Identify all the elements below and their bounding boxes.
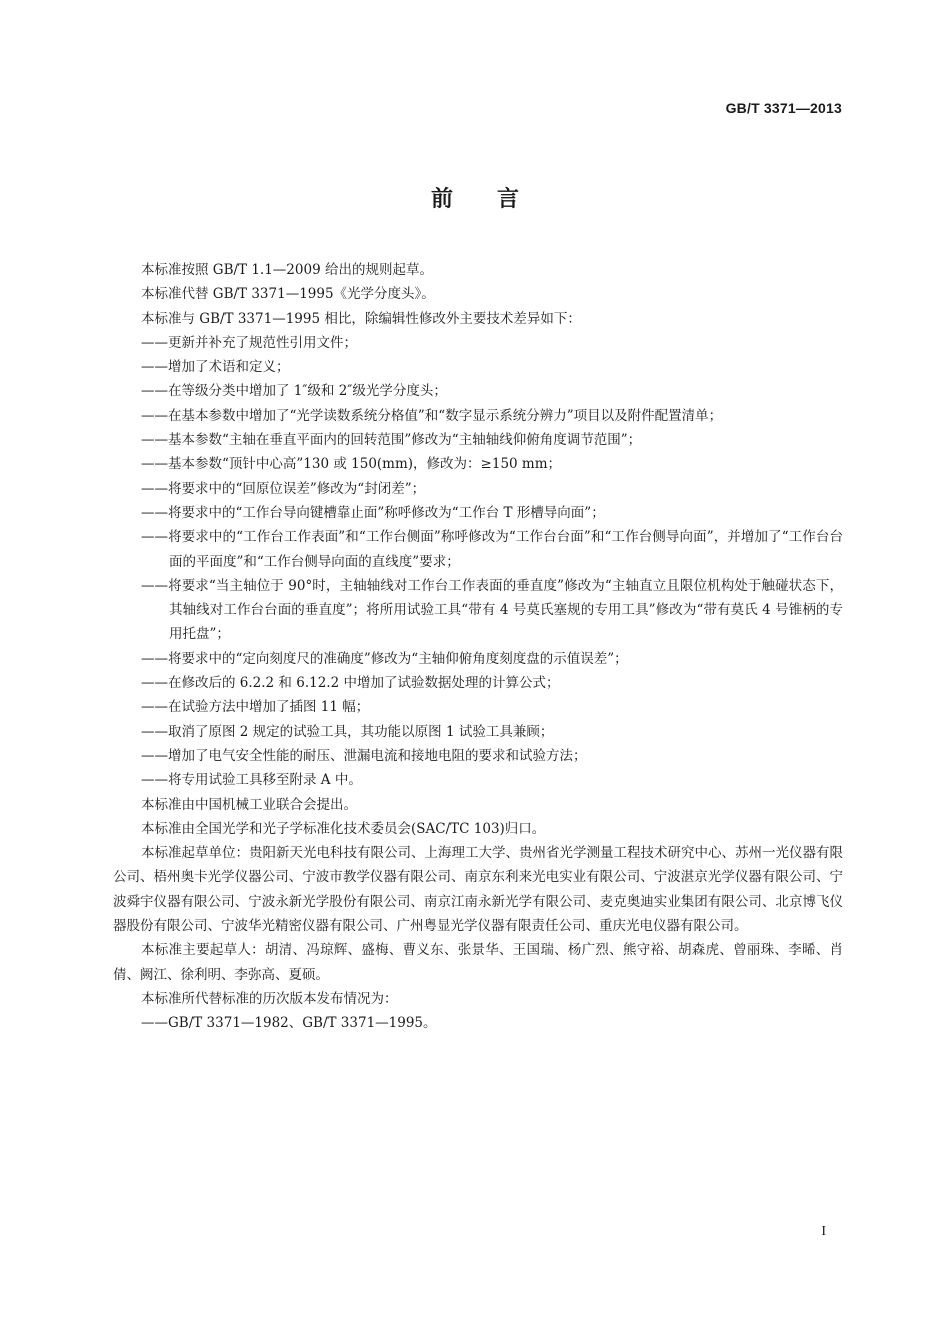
- intro-paragraph: 本标准与 GB/T 3371—1995 相比，除编辑性修改外主要技术差异如下：: [141, 310, 581, 327]
- change-item: ——将要求“当主轴位于 90°时，主轴轴线对工作台工作表面的垂直度”修改为“主轴直立且限位机构处于触碰状态下，其轴线对工作台台面的垂直度”；将所用试验工具“带有 4 号莫氏塞规的专用工具”修改为“带有莫氏 4 号锥柄的专用托盘”；: [141, 577, 843, 643]
- change-item: ——将要求中的“工作台导向键槽靠止面”称呼修改为“工作台 T 形槽导向面”；: [141, 504, 605, 521]
- drafters-paragraph: 本标准主要起草人：胡清、冯琼辉、盛梅、曹义东、张景华、王国瑞、杨广烈、熊守裕、胡森虎、曾丽珠、李晞、肖倩、阙江、徐利明、李弥高、夏硕。: [113, 942, 843, 983]
- change-item: ——更新并补充了规范性引用文件；: [141, 334, 357, 351]
- change-item: ——将要求中的“回原位误差”修改为“封闭差”；: [141, 480, 426, 497]
- change-item: ——将要求中的“工作台工作表面”和“工作台侧面”称呼修改为“工作台台面”和“工作台侧导向面”，并增加了“工作台台面的平面度”和“工作台侧导向面的直线度”要求；: [141, 529, 843, 570]
- change-item: ——在修改后的 6.2.2 和 6.12.2 中增加了试验数据处理的计算公式；: [141, 675, 560, 692]
- intro-paragraph: 本标准按照 GB/T 1.1—2009 给出的规则起草。: [141, 262, 433, 278]
- change-item: ——在等级分类中增加了 1″级和 2″级光学分度头；: [141, 383, 447, 400]
- page-number: I: [821, 1224, 826, 1239]
- foreword-body: [113, 258, 843, 1036]
- change-item: ——增加了电气安全性能的耐压、泄漏电流和接地电阻的要求和试验方法；: [141, 747, 587, 764]
- change-item: ——基本参数“主轴在垂直平面内的回转范围”修改为“主轴轴线仰俯角度调节范围”；: [141, 432, 642, 449]
- page-title: 前言: [430, 187, 563, 212]
- outro-paragraph: 本标准由全国光学和光子学标准化技术委员会(SAC/TC 103)归口。: [141, 820, 546, 837]
- change-item: ——取消了原图 2 规定的试验工具，其功能以原图 1 试验工具兼顾；: [141, 723, 554, 740]
- change-item: ——将专用试验工具移至附录 A 中。: [141, 772, 362, 789]
- drafting-units-paragraph: 本标准起草单位：贵阳新天光电科技有限公司、上海理工大学、贵州省光学测量工程技术研究中心、苏州一光仪器有限公司、梧州奥卡光学仪器公司、宁波市教学仪器有限公司、南京东利来光电实业有限公司、宁波湛京光学仪器有限公司、宁波舜宇仪器有限公司、宁波永新光学股份有限公司、南京江南永新光学有限公司、麦克奥迪实业集团有限公司、北京博飞仪器股份有限公司、宁波华光精密仪器有限公司、广州粤显光学仪器有限责任公司、重庆光电仪器有限公司。: [113, 845, 843, 935]
- outro-paragraph: 本标准由中国机械工业联合会提出。: [141, 796, 357, 813]
- intro-paragraph: 本标准代替 GB/T 3371—1995《光学分度头》。: [141, 286, 435, 303]
- standard-code: GB/T 3371—2013: [725, 100, 842, 116]
- change-item: ——在基本参数中增加了“光学读数系统分格值”和“数字显示系统分辨力”项目以及附件配置清单；: [141, 407, 723, 424]
- change-item: ——在试验方法中增加了插图 11 幅；: [141, 699, 370, 716]
- change-item: ——将要求中的“定向刻度尺的准确度”修改为“主轴仰俯角度刻度盘的示值误差”；: [141, 650, 628, 667]
- change-item: ——增加了术语和定义；: [141, 359, 290, 376]
- history-intro-paragraph: 本标准所代替标准的历次版本发布情况为：: [141, 990, 398, 1007]
- history-item: ——GB/T 3371—1982、GB/T 3371—1995。: [141, 1015, 437, 1032]
- change-item: ——基本参数“顶针中心高”130 或 150(mm)，修改为：≥150 mm；: [141, 456, 562, 473]
